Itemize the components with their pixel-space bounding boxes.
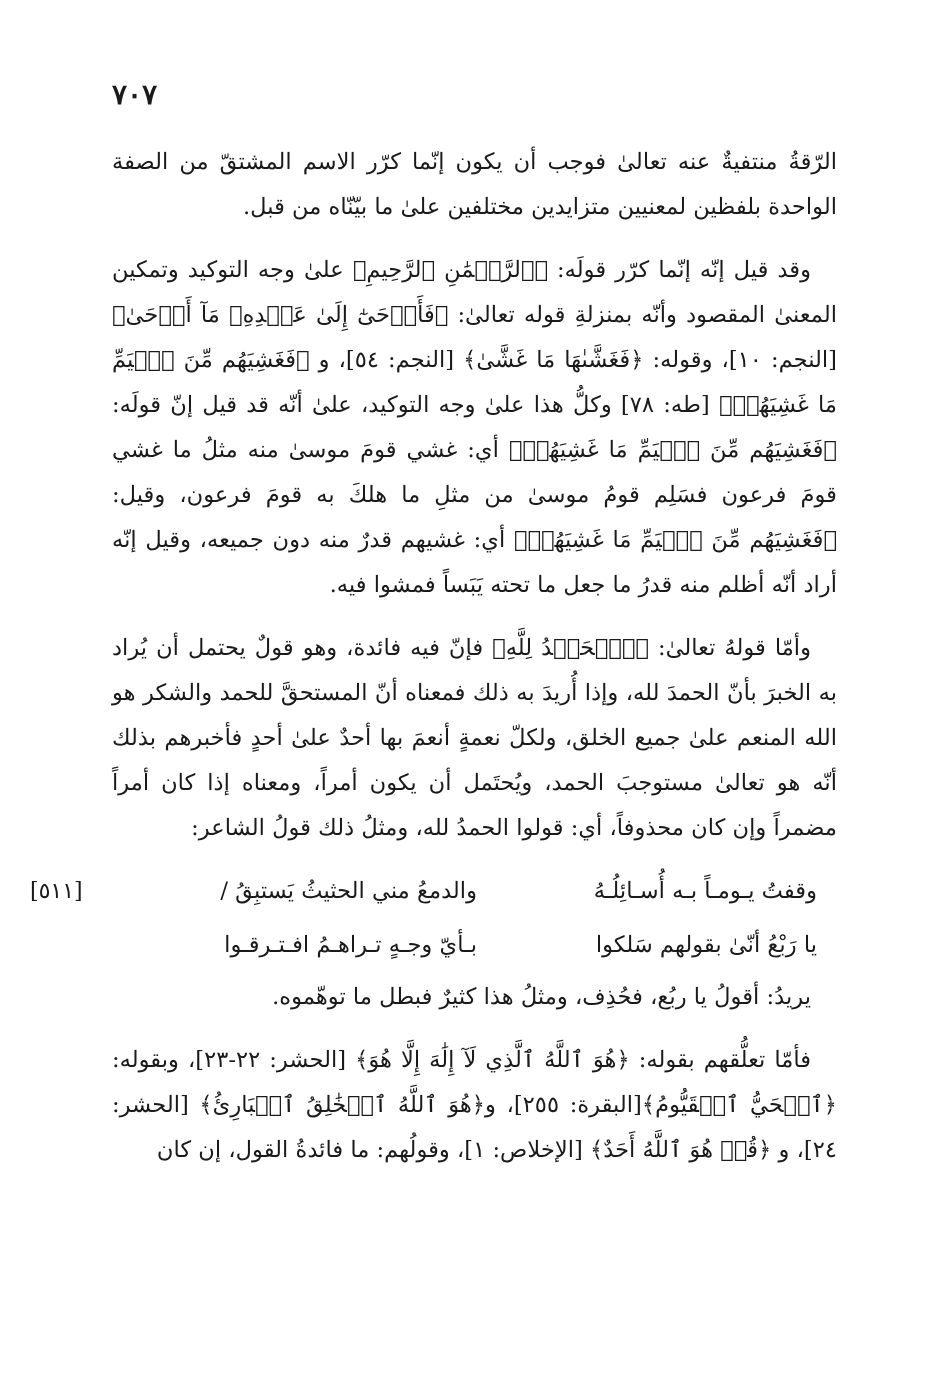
verse-line-1-first-hemistich: وقفتُ يـومـاً بـه أُسـائِلُـهُ [593, 878, 817, 904]
paragraph-3: وأمّا قولهُ تعالىٰ: ﴿ٱلۡحَمۡدُ لِلَّهِ﴾ فإنّ فيه فائدة، وهو قولٌ يحتمل أن يُراد به الخبرَ بأنّ الحمدَ لله، وإذا أُريدَ به ذلك فمعناه أنّ المستحقَّ للحمد والشكر هو الله المنعم علىٰ جميع الخلق، ولكلّ نعمةٍ أنعمَ بها أحدٌ علىٰ أحدٍ فأخبرهم بذلك أنّه هو تعالىٰ مستوجبَ الحمد، ويُحتَمل أن يكون أمراً، ومعناه إذا كان أمراً مضمراً وإن كان محذوفاً، أي: قولوا الحمدُ لله، ومثلُ ذلك قولُ الشاعر: [112, 635, 837, 841]
page-number: ٧٠٧ [112, 78, 158, 111]
paragraph-4: يريدُ: أقولُ يا ربُع، فحُذِف، ومثلُ هذا كثيرٌ فبطل ما توهّموه. [272, 984, 811, 1010]
verse-line-1 [30, 861, 837, 915]
body-text [30, 140, 837, 1173]
paragraph-1: الرّقةُ منتفيةٌ عنه تعالىٰ فوجب أن يكون إنّما كرّر الاسم المشتقّ من الصفة الواحدة بلفظين لمعنيين متزايدين مختلفين علىٰ ما بيّنّاه من قبل. [112, 149, 837, 220]
poetry-verse [30, 861, 837, 969]
verse-line-2-second-hemistich: بـأيّ وجـهٍ تـراهـمُ افـتـرقـوا [224, 932, 477, 958]
manuscript-folio-reference: [٥١١] [30, 879, 83, 904]
paragraph-2: وقد قيل إنّه إنّما كرّر قولَه: ﴿ٱلرَّحۡمَٰنِ ٱلرَّحِيمِ﴾ علىٰ وجه التوكيد وتمكين المعنىٰ المقصود وأنّه بمنزلةِ قوله تعالىٰ: ﴿فَأَوۡحَىٰٓ إِلَىٰ عَبۡدِهِۦ مَآ أَوۡحَىٰ﴾ [النجم: ١٠]، وقوله: ﴿فَغَشَّىٰهَا مَا غَشَّىٰ﴾ [النجم: ٥٤]، و ﴿فَغَشِيَهُم مِّنَ ٱلۡيَمِّ مَا غَشِيَهُمۡ﴾ [طه: ٧٨] وكلُّ هذا علىٰ وجه التوكيد، علىٰ أنّه قد قيل إنّ قولَه: ﴿فَغَشِيَهُم مِّنَ ٱلۡيَمِّ مَا غَشِيَهُمۡ﴾ أي: غشي قومَ موسىٰ منه مثلُ ما غشي قومَ فرعون فسَلِم قومُ موسىٰ من مثلِ ما هلكَ به قومَ فرعون، وقيل: ﴿فَغَشِيَهُم مِّنَ ٱلۡيَمِّ مَا غَشِيَهُمۡ﴾ أي: غشيهم قدرٌ منه دون جميعه، وقيل إنّه أراد أنّه أظلم منه قدرُ ما جعل ما تحته يَبَساً فمشوا فيه. [112, 257, 837, 598]
verse-line-2 [112, 915, 837, 969]
paragraph-5: فأمّا تعلُّقهم بقوله: ﴿هُوَ ٱللَّهُ ٱلَّذِي لَآ إِلَٰهَ إِلَّا هُوَ﴾ [الحشر: ٢٢-٢٣]، وبقوله: ﴿ٱلۡحَيُّ ٱلۡقَيُّومُ﴾[البقرة: ٢٥٥]، و﴿هُوَ ٱللَّهُ ٱلۡخَٰلِقُ ٱلۡبَارِئُ﴾ [الحشر: ٢٤]، و ﴿قُلۡ هُوَ ٱللَّهُ أَحَدٌ﴾ [الإخلاص: ١]، وقولُهم: ما فائدةُ القول، إن كان [112, 1047, 837, 1163]
verse-line-2-first-hemistich: يا رَبْعُ أنّىٰ بقولهم سَلكوا [595, 932, 817, 958]
verse-line-1-second-hemistich: والدمعُ مني الحثيثُ يَستبِقُ / [220, 878, 477, 904]
